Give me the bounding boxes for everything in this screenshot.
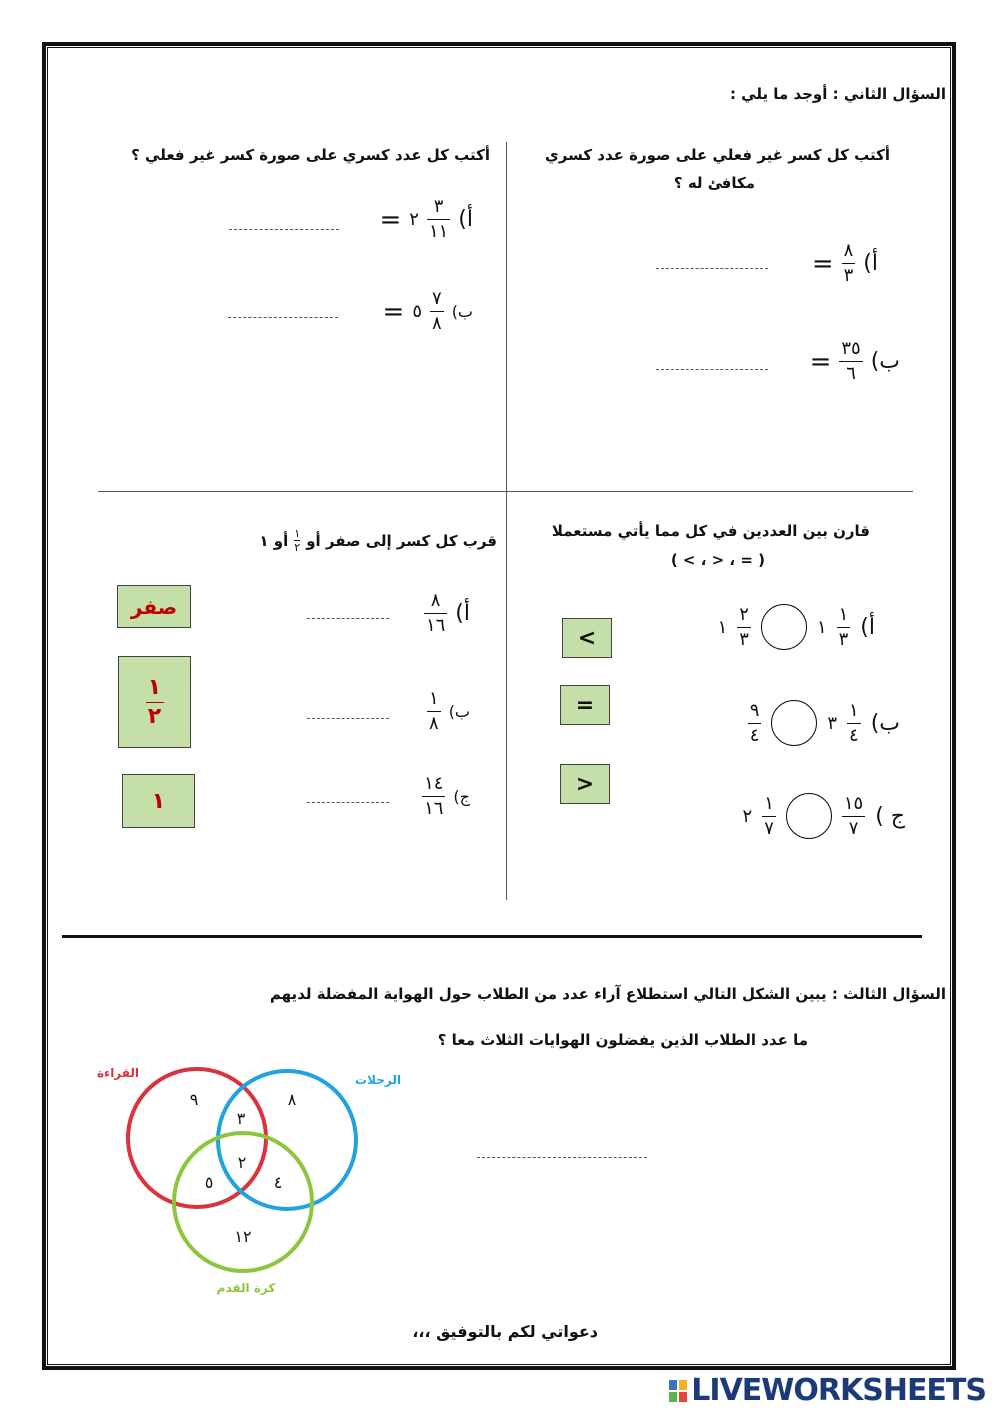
p4-a-num: ٨: [430, 590, 441, 611]
p3-c-label: ج ): [875, 803, 905, 829]
closing-text: دعواتي لكم بالتوفيق ،،،: [412, 1322, 598, 1341]
p4-a-answer-box[interactable]: صفر: [117, 585, 191, 628]
venn-diagram: [88, 1055, 418, 1310]
p4-a-den: ١٦: [425, 615, 446, 636]
p3-a-left-num: ١: [838, 603, 849, 625]
p4-c-answer-box[interactable]: ١: [122, 774, 195, 828]
p4-heading-half: [294, 528, 300, 553]
p3-heading-line2: ( < ، > ، = ): [670, 551, 765, 569]
p3-b-compare-circle[interactable]: [771, 700, 817, 746]
p1-b-label: ب): [870, 349, 900, 374]
vertical-divider: [506, 142, 507, 900]
question-3-answer-line[interactable]: [477, 1157, 647, 1158]
p3-b-label: ب): [870, 710, 900, 736]
p1-item-b: [810, 340, 900, 383]
p4-item-c: [422, 775, 470, 818]
p4-b-answer-num: ١: [147, 674, 162, 700]
p4-b-fraction: [427, 690, 441, 733]
p4-c-fraction: [422, 775, 445, 818]
p3-b-left-whole: ٣: [827, 712, 838, 734]
venn-football-only: ١٢: [234, 1227, 252, 1246]
p1-heading-line1: أكتب كل كسر غير فعلي على صورة عدد كسري: [545, 146, 890, 164]
p1-b-num: ٣٥: [841, 338, 861, 359]
p3-c-right-den: ٧: [764, 817, 774, 839]
p4-heading-pre: قرب كل كسر إلى صفر أو: [306, 531, 497, 550]
p1-a-label: أ): [863, 251, 878, 276]
football-label: كرة القدم: [216, 1281, 276, 1295]
p2-b-den: ٨: [432, 313, 442, 334]
p4-a-answer-line[interactable]: [307, 618, 389, 619]
logo-text: LIVEWORKSHEETS: [691, 1373, 986, 1408]
p2-b-equals: =: [382, 296, 405, 327]
p1-b-equals: =: [809, 346, 832, 377]
p3-c-left-num: ١٥: [843, 792, 864, 814]
p4-c-num: ١٤: [424, 773, 444, 794]
p2-b-num: ٧: [432, 288, 442, 309]
p3-a-compare-circle[interactable]: [761, 604, 807, 650]
p2-a-answer-line[interactable]: [229, 229, 339, 230]
p4-item-b: [427, 690, 470, 733]
p4-c-label: ج): [453, 787, 470, 806]
p3-item-c: [743, 793, 905, 839]
p3-b-right-num: ٩: [749, 699, 760, 721]
p1-b-answer-line[interactable]: [656, 369, 768, 370]
p3-a-right-num: ٢: [739, 603, 749, 625]
p2-b-fraction: [430, 290, 444, 333]
question-3-title: السؤال الثالث : يبين الشكل التالي استطلاع آراء عدد من الطلاب حول الهواية المفضلة لديهم: [269, 985, 946, 1003]
p3-a-left-whole: ١: [816, 616, 827, 638]
reading-label: القراءة: [96, 1066, 140, 1080]
p1-b-den: ٦: [846, 363, 856, 384]
p1-b-fraction: [839, 340, 862, 383]
p3-b-left-den: ٤: [849, 724, 859, 746]
question-3-prompt: ما عدد الطلاب الذين يفضلون الهوايات الثلاث معا ؟: [437, 1031, 808, 1049]
trips-label: الرحلات: [355, 1073, 401, 1087]
p2-a-equals: =: [379, 204, 402, 235]
p4-b-answer-den: ٢: [147, 703, 162, 729]
p4-heading-half-num: ١: [294, 527, 301, 540]
p4-b-answer-fraction: [146, 674, 164, 729]
p1-a-answer-line[interactable]: [656, 268, 768, 269]
p4-a-fraction: [424, 592, 447, 635]
p3-a-left-fraction: [837, 603, 851, 650]
p2-b-answer-line[interactable]: [228, 317, 338, 318]
venn-trips-football: ٤: [273, 1173, 283, 1192]
p3-a-answer-box[interactable]: <: [562, 618, 612, 658]
liveworksheets-logo[interactable]: [669, 1373, 986, 1408]
p1-a-num: ٨: [843, 240, 854, 261]
venn-reading-only: ٩: [189, 1090, 199, 1109]
p1-a-den: ٣: [843, 265, 854, 286]
horizontal-divider: [98, 491, 913, 492]
p4-heading-half-den: ٢: [294, 541, 301, 554]
p2-b-whole: ٥: [412, 301, 423, 322]
section-divider: [62, 935, 922, 938]
p3-b-right-den: ٤: [749, 724, 760, 746]
logo-mark-icon: [669, 1380, 687, 1402]
p2-heading: أكتب كل عدد كسري على صورة كسر غير فعلي ؟: [131, 146, 490, 164]
p4-b-answer-line[interactable]: [307, 718, 389, 719]
p3-c-right-fraction: [762, 792, 776, 839]
p3-b-answer-box[interactable]: =: [560, 685, 610, 725]
venn-reading-football: ٥: [204, 1173, 214, 1192]
p3-b-right-fraction: [748, 699, 762, 746]
p4-b-num: ١: [429, 688, 439, 709]
p3-item-a: [718, 604, 875, 650]
p2-a-fraction: [427, 198, 450, 241]
p3-c-left-den: ٧: [848, 817, 859, 839]
venn-trips-only: ٨: [287, 1090, 297, 1109]
p3-c-answer-box[interactable]: >: [560, 764, 610, 804]
p2-a-den: ١١: [428, 221, 449, 242]
p3-item-b: [748, 700, 900, 746]
p4-item-a: [424, 592, 470, 635]
p2-b-label: ب): [451, 302, 473, 321]
p1-a-equals: =: [811, 248, 834, 279]
p3-a-right-whole: ١: [717, 616, 728, 638]
p3-a-left-den: ٣: [838, 628, 849, 650]
p4-c-answer-line[interactable]: [307, 802, 389, 803]
p4-heading-post: أو ١: [259, 531, 289, 550]
venn-all-three: ٢: [237, 1153, 247, 1172]
p4-c-den: ١٦: [424, 798, 444, 819]
p3-c-left-fraction: [842, 792, 865, 839]
p1-a-fraction: [842, 242, 856, 285]
p3-c-right-num: ١: [764, 792, 774, 814]
venn-reading-trips: ٣: [236, 1109, 246, 1128]
p3-a-label: أ): [860, 614, 875, 640]
p4-a-label: أ): [455, 601, 470, 626]
p4-b-answer-box[interactable]: [118, 656, 191, 748]
p4-heading: [259, 528, 497, 553]
p1-heading-line2: مكافئ له ؟: [673, 174, 755, 192]
p3-c-compare-circle[interactable]: [786, 793, 832, 839]
p1-item-a: [812, 242, 878, 285]
p4-b-den: ٨: [429, 713, 439, 734]
p3-b-left-fraction: [847, 699, 861, 746]
p2-a-label: أ): [458, 207, 473, 232]
p2-item-b: [383, 290, 473, 333]
p3-heading-line1: قارن بين العددين في كل مما يأتي مستعملا: [551, 522, 870, 540]
p2-a-num: ٣: [433, 196, 444, 217]
p4-b-label: ب): [448, 702, 470, 721]
p3-a-right-den: ٣: [739, 628, 749, 650]
p3-b-left-num: ١: [849, 699, 859, 721]
question-2-title: السؤال الثاني : أوجد ما يلي :: [729, 85, 946, 103]
p3-a-right-fraction: [737, 603, 751, 650]
p3-c-right-whole: ٢: [742, 805, 753, 827]
p2-a-whole: ٢: [409, 209, 419, 230]
p2-item-a: [379, 198, 473, 241]
